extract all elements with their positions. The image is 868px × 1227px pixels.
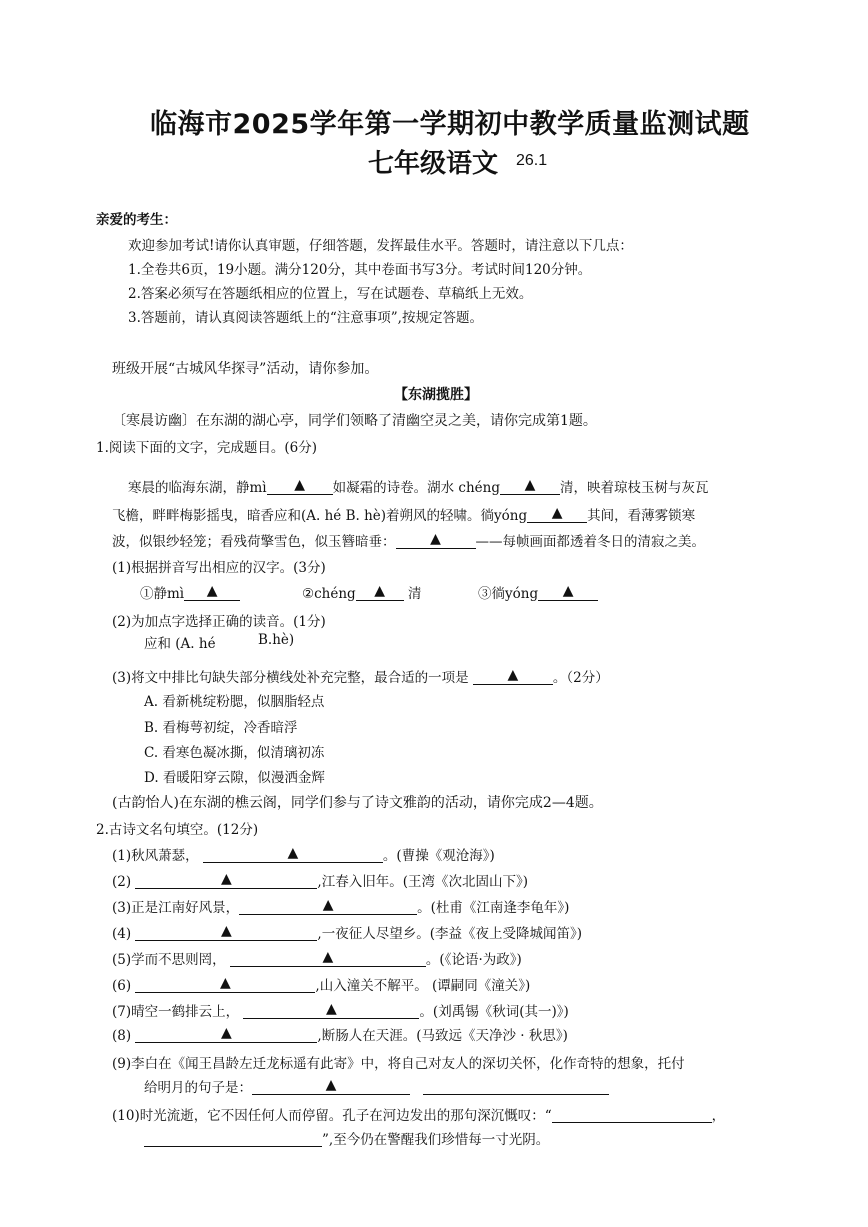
q1-passage-line-1: 寒晨的临海东湖，静mì ▲ 如凝霜的诗卷。湖水 chéng ▲ 清，映着琼枝玉树与灰瓦 [128, 477, 709, 496]
blank-marker-icon: ▲ [220, 975, 231, 991]
answer-blank [396, 533, 476, 549]
blank-marker-icon: ▲ [206, 583, 218, 599]
blank-marker-icon: ▲ [430, 531, 441, 547]
notice-intro: 欢迎参加考试!请你认真审题，仔细答题，发挥最佳水平。答题时，请注意以下几点： [128, 238, 633, 254]
blank-marker-icon: ▲ [562, 583, 574, 599]
answer-blank [135, 873, 317, 889]
blank-marker-icon: ▲ [221, 871, 232, 887]
answer-blank [356, 585, 404, 601]
q2-stem: 2.古诗文名句填空。(12分) [96, 822, 259, 838]
q1-sub1-c: ③徜yóng ▲ [478, 582, 598, 602]
answer-blank [527, 507, 587, 523]
q2-line-4: (4) ▲ ,一夜征人尽望乡。(李益《夜上受降城闻笛》) [112, 923, 582, 942]
notice-item-2: 2.答案必须写在答题纸相应的位置上，写在试题卷、草稿纸上无效。 [128, 286, 533, 302]
q2-line-7: (7)晴空一鹤排云上， ▲ 。(刘禹锡《秋词(其一)》) [112, 1001, 569, 1020]
part2-intro: (古韵怡人)在东湖的樵云阁，同学们参与了诗文雅韵的活动，请你完成2—4题。 [112, 795, 603, 811]
exam-title: 临海市2025学年第一学期初中教学质量监测试题 [150, 109, 750, 140]
q1-sub2-label: (2)为加点字选择正确的读音。(1分) [112, 614, 326, 630]
blank-marker-icon: ▲ [374, 583, 386, 599]
q1-sub3-label: (3)将文中排比句缺失部分横线处补充完整，最合适的一项是 ▲ 。（2分） [112, 667, 609, 686]
blank-marker-icon: ▲ [551, 505, 563, 521]
answer-blank [184, 585, 240, 601]
q1-passage-line-2: 飞檐，畔畔梅影摇曳，暗香应和(A. hé B. hè)着朔风的轻啸。徜yóng ▲ 其间，看薄雾锁寒 [112, 505, 696, 524]
exam-date: 26.1 [516, 152, 548, 169]
q1-sub1-label: (1)根据拼音写出相应的汉字。(3分) [112, 560, 326, 576]
q2-line-9a: (9)李白在《闻王昌龄左迁龙标遥有此寄》中，将自己对友人的深切关怀，化作奇特的想象，托付 [112, 1056, 685, 1072]
answer-blank [552, 1107, 712, 1123]
answer-blank [538, 585, 598, 601]
blank-marker-icon: ▲ [322, 949, 334, 965]
blank-marker-icon: ▲ [287, 845, 299, 861]
q1-stem: 1.阅读下面的文字，完成题目。(6分) [96, 440, 318, 456]
answer-blank [135, 977, 315, 993]
q2-line-6: (6) ▲ ,山入潼关不解平。 (谭嗣同《潼关》) [112, 975, 531, 994]
q1-sub2-option-a: 应和 (A. hé [144, 636, 216, 652]
q1-sub3-option-d: D. 看暖阳穿云隙，似漫洒金辉 [144, 770, 325, 786]
answer-blank [267, 479, 333, 495]
blank-marker-icon: ▲ [326, 1001, 337, 1017]
answer-blank [243, 1003, 419, 1019]
answer-blank [500, 479, 560, 495]
answer-blank [473, 669, 553, 685]
blank-marker-icon: ▲ [221, 1025, 232, 1041]
answer-blank [230, 951, 426, 967]
q1-sub3-option-a: A. 看新桃绽粉腮，似胭脂轻点 [144, 694, 325, 710]
part1-intro: 〔寒晨访幽〕在东湖的湖心亭，同学们领略了清幽空灵之美，请你完成第1题。 [112, 413, 597, 429]
answer-blank [203, 847, 383, 863]
q1-sub1-a: ①静mì ▲ [140, 582, 240, 602]
q2-line-1: (1)秋风萧瑟， ▲ 。(曹操《观沧海》) [112, 845, 495, 864]
notice-greeting: 亲爱的考生： [96, 212, 177, 228]
blank-marker-icon: ▲ [294, 477, 306, 493]
notice-item-1: 1.全卷共6页，19小题。满分120分，其中卷面书写3分。考试时间120分钟。 [128, 262, 592, 278]
answer-blank [239, 899, 417, 915]
blank-marker-icon: ▲ [221, 923, 232, 939]
blank-marker-icon: ▲ [322, 897, 334, 913]
answer-blank [144, 1131, 322, 1147]
notice-item-3: 3.答题前，请认真阅读答题纸上的“注意事项”,按规定答题。 [128, 310, 483, 326]
answer-blank [423, 1079, 609, 1095]
q2-line-5: (5)学而不思则罔， ▲ 。(《论语·为政》) [112, 949, 522, 968]
blank-marker-icon: ▲ [325, 1077, 337, 1093]
exam-subject: 七年级语文 [368, 149, 499, 179]
blank-marker-icon: ▲ [524, 477, 536, 493]
q2-line-3: (3)正是江南好风景， ▲ 。(杜甫《江南逢李龟年》) [112, 897, 570, 916]
q1-sub1-b: ②chéng ▲ 清 [302, 583, 422, 602]
q1-sub2-option-b: B.hè) [258, 632, 295, 648]
q1-sub3-option-b: B. 看梅萼初绽，冷香暗浮 [144, 720, 298, 736]
blank-marker-icon: ▲ [507, 667, 519, 683]
answer-blank [135, 1027, 317, 1043]
q2-line-8: (8) ▲ ,断肠人在天涯。(马致远《天净沙 · 秋思》) [112, 1025, 568, 1044]
q2-line-9b: 给明月的句子是： ▲ [144, 1076, 609, 1096]
answer-blank [252, 1079, 410, 1095]
activity-intro: 班级开展“古城风华探寻”活动，请你参加。 [112, 361, 379, 377]
q2-line-2: (2) ▲ ,江春入旧年。(王湾《次北固山下》) [112, 871, 528, 890]
q2-line-10a: (10)时光流逝，它不因任何人而停留。孔子在河边发出的那句深沉慨叹：“ ， [112, 1108, 726, 1124]
section-title: 【东湖揽胜】 [394, 387, 478, 403]
q1-passage-line-3: 波，似银纱轻笼；看残荷擎雪色，似玉簪暗垂： ▲ ——每帧画面都透着冬日的清寂之美。 [112, 531, 705, 550]
q1-sub3-option-c: C. 看寒色凝冰撕，似清璃初冻 [144, 745, 325, 761]
q2-line-10b: ”,至今仍在警醒我们珍惜每一寸光阴。 [144, 1128, 549, 1148]
answer-blank [135, 925, 317, 941]
